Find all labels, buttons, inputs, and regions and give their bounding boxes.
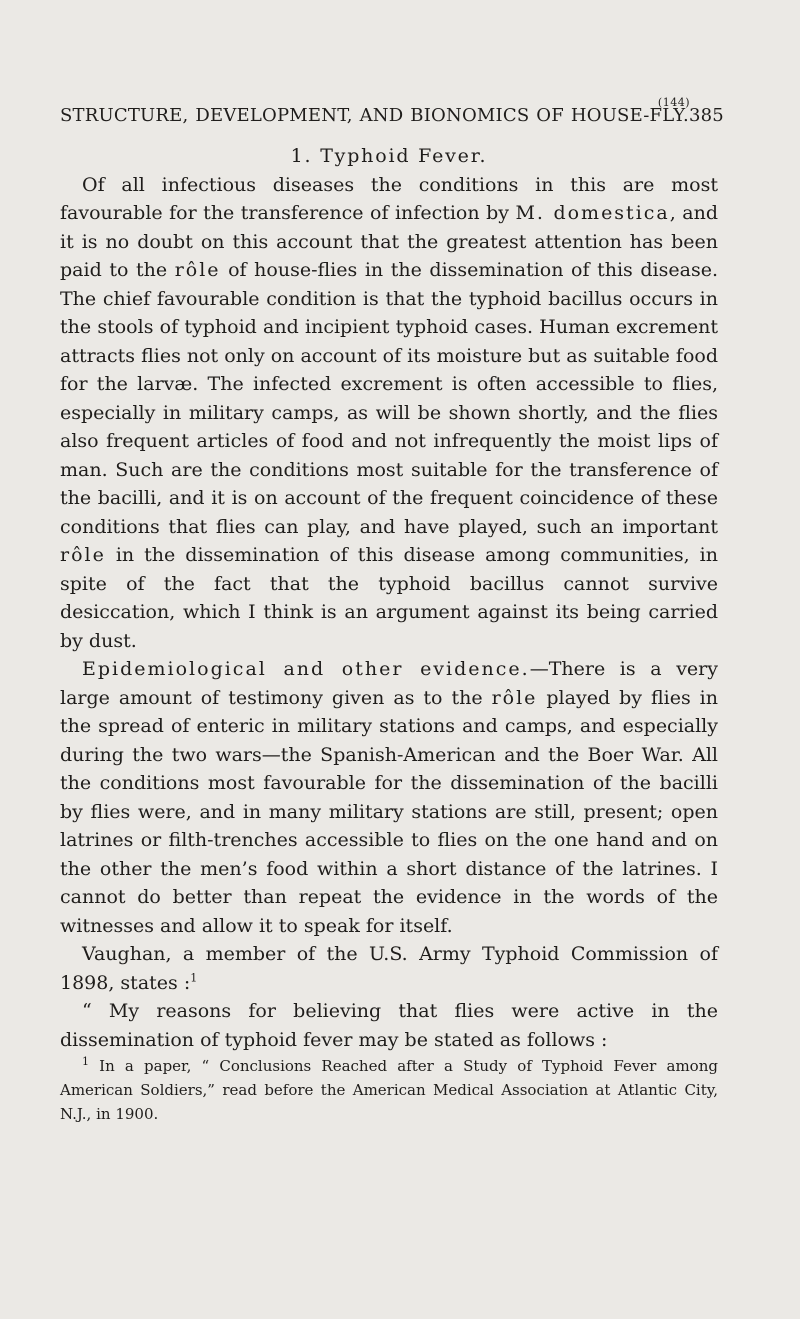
footnote (60, 1054, 718, 1127)
paragraph-2 (60, 655, 718, 940)
footnote-marker: 1 (82, 1055, 89, 1068)
paragraph-3 (60, 940, 718, 997)
role-word: rôle (491, 686, 538, 709)
footnote-reference: 1 (190, 971, 198, 985)
page-body (60, 142, 718, 1127)
footnote-text: In a paper, “ Conclusions Reached after a Study of Typhoid Fever among American Soldiers,” read before the American Medical Association at Atlantic City, N.J., in 1900. (60, 1057, 718, 1124)
role-word: rôle (174, 259, 221, 281)
running-title: STRUCTURE, DEVELOPMENT, AND BIONOMICS OF HOUSE-FLY. (60, 105, 689, 126)
paragraph-2-lead: Epidemiological and other evidence. (82, 658, 530, 680)
section-heading: 1. Typhoid Fever. (290, 145, 488, 167)
role-word: rôle (60, 544, 106, 566)
paragraph-1-text-c: of house-flies in the dissemination of this disease. The chief favourable condition is that the typhoid bacillus occurs in the stools of typhoid and incipient typhoid cases. Human excrement attracts flies not only on account of its moisture but as suitable food for the larvæ. The infected excrement is often accessible to flies, especially in military camps, as will be shown shortly, and the flies also frequent articles of food and not infrequently the moist lips of man. Such are the conditions most suitable for the transference of the bacilli, and it is on account of the frequent coincidence of these conditions that flies can play, and have played, such an important (60, 259, 718, 538)
paragraph-1-text-d: in the dissemination of this disease among communities, in spite of the fact that the typhoid bacillus cannot survive desiccation, which I think is an argument against its being carried by dust. (60, 544, 718, 652)
running-header (60, 105, 724, 126)
species-name: M. domestica (515, 202, 670, 224)
paragraph-3-text: Vaughan, a member of the U.S. Army Typhoid Commission of 1898, states : (60, 943, 718, 994)
page-number: 385 (688, 105, 724, 126)
paragraph-1 (60, 171, 718, 656)
paragraph-2-text-a: —There is a very large amount of testimony given as to the (60, 658, 718, 709)
paragraph-2-text-b: played by flies in the spread of enteric in military stations and camps, and especially during the two wars—the Spanish-American and the Boer War. All the conditions most favourable for the dissemination of the bacilli by flies were, and in many military stations are still, present; open latrines or filth-trenches accessible to flies on the one hand and on the other the men’s food within a short distance of the latrines. I cannot do better than repeat the evidence in the words of the witnesses and allow it to speak for itself. (60, 686, 718, 937)
quotation: “ My reasons for believing that flies were active in the dissemination of typhoid fever may be stated as follows : (60, 1000, 718, 1051)
paragraph-1-text-a: Of all infectious diseases the conditions in this are most favourable for the transference of infection by (60, 173, 718, 224)
signature-mark: (144) (657, 96, 690, 109)
paragraph-1-text-b: , and it is no doubt on this account that the greatest attention has been paid to the (60, 202, 719, 281)
